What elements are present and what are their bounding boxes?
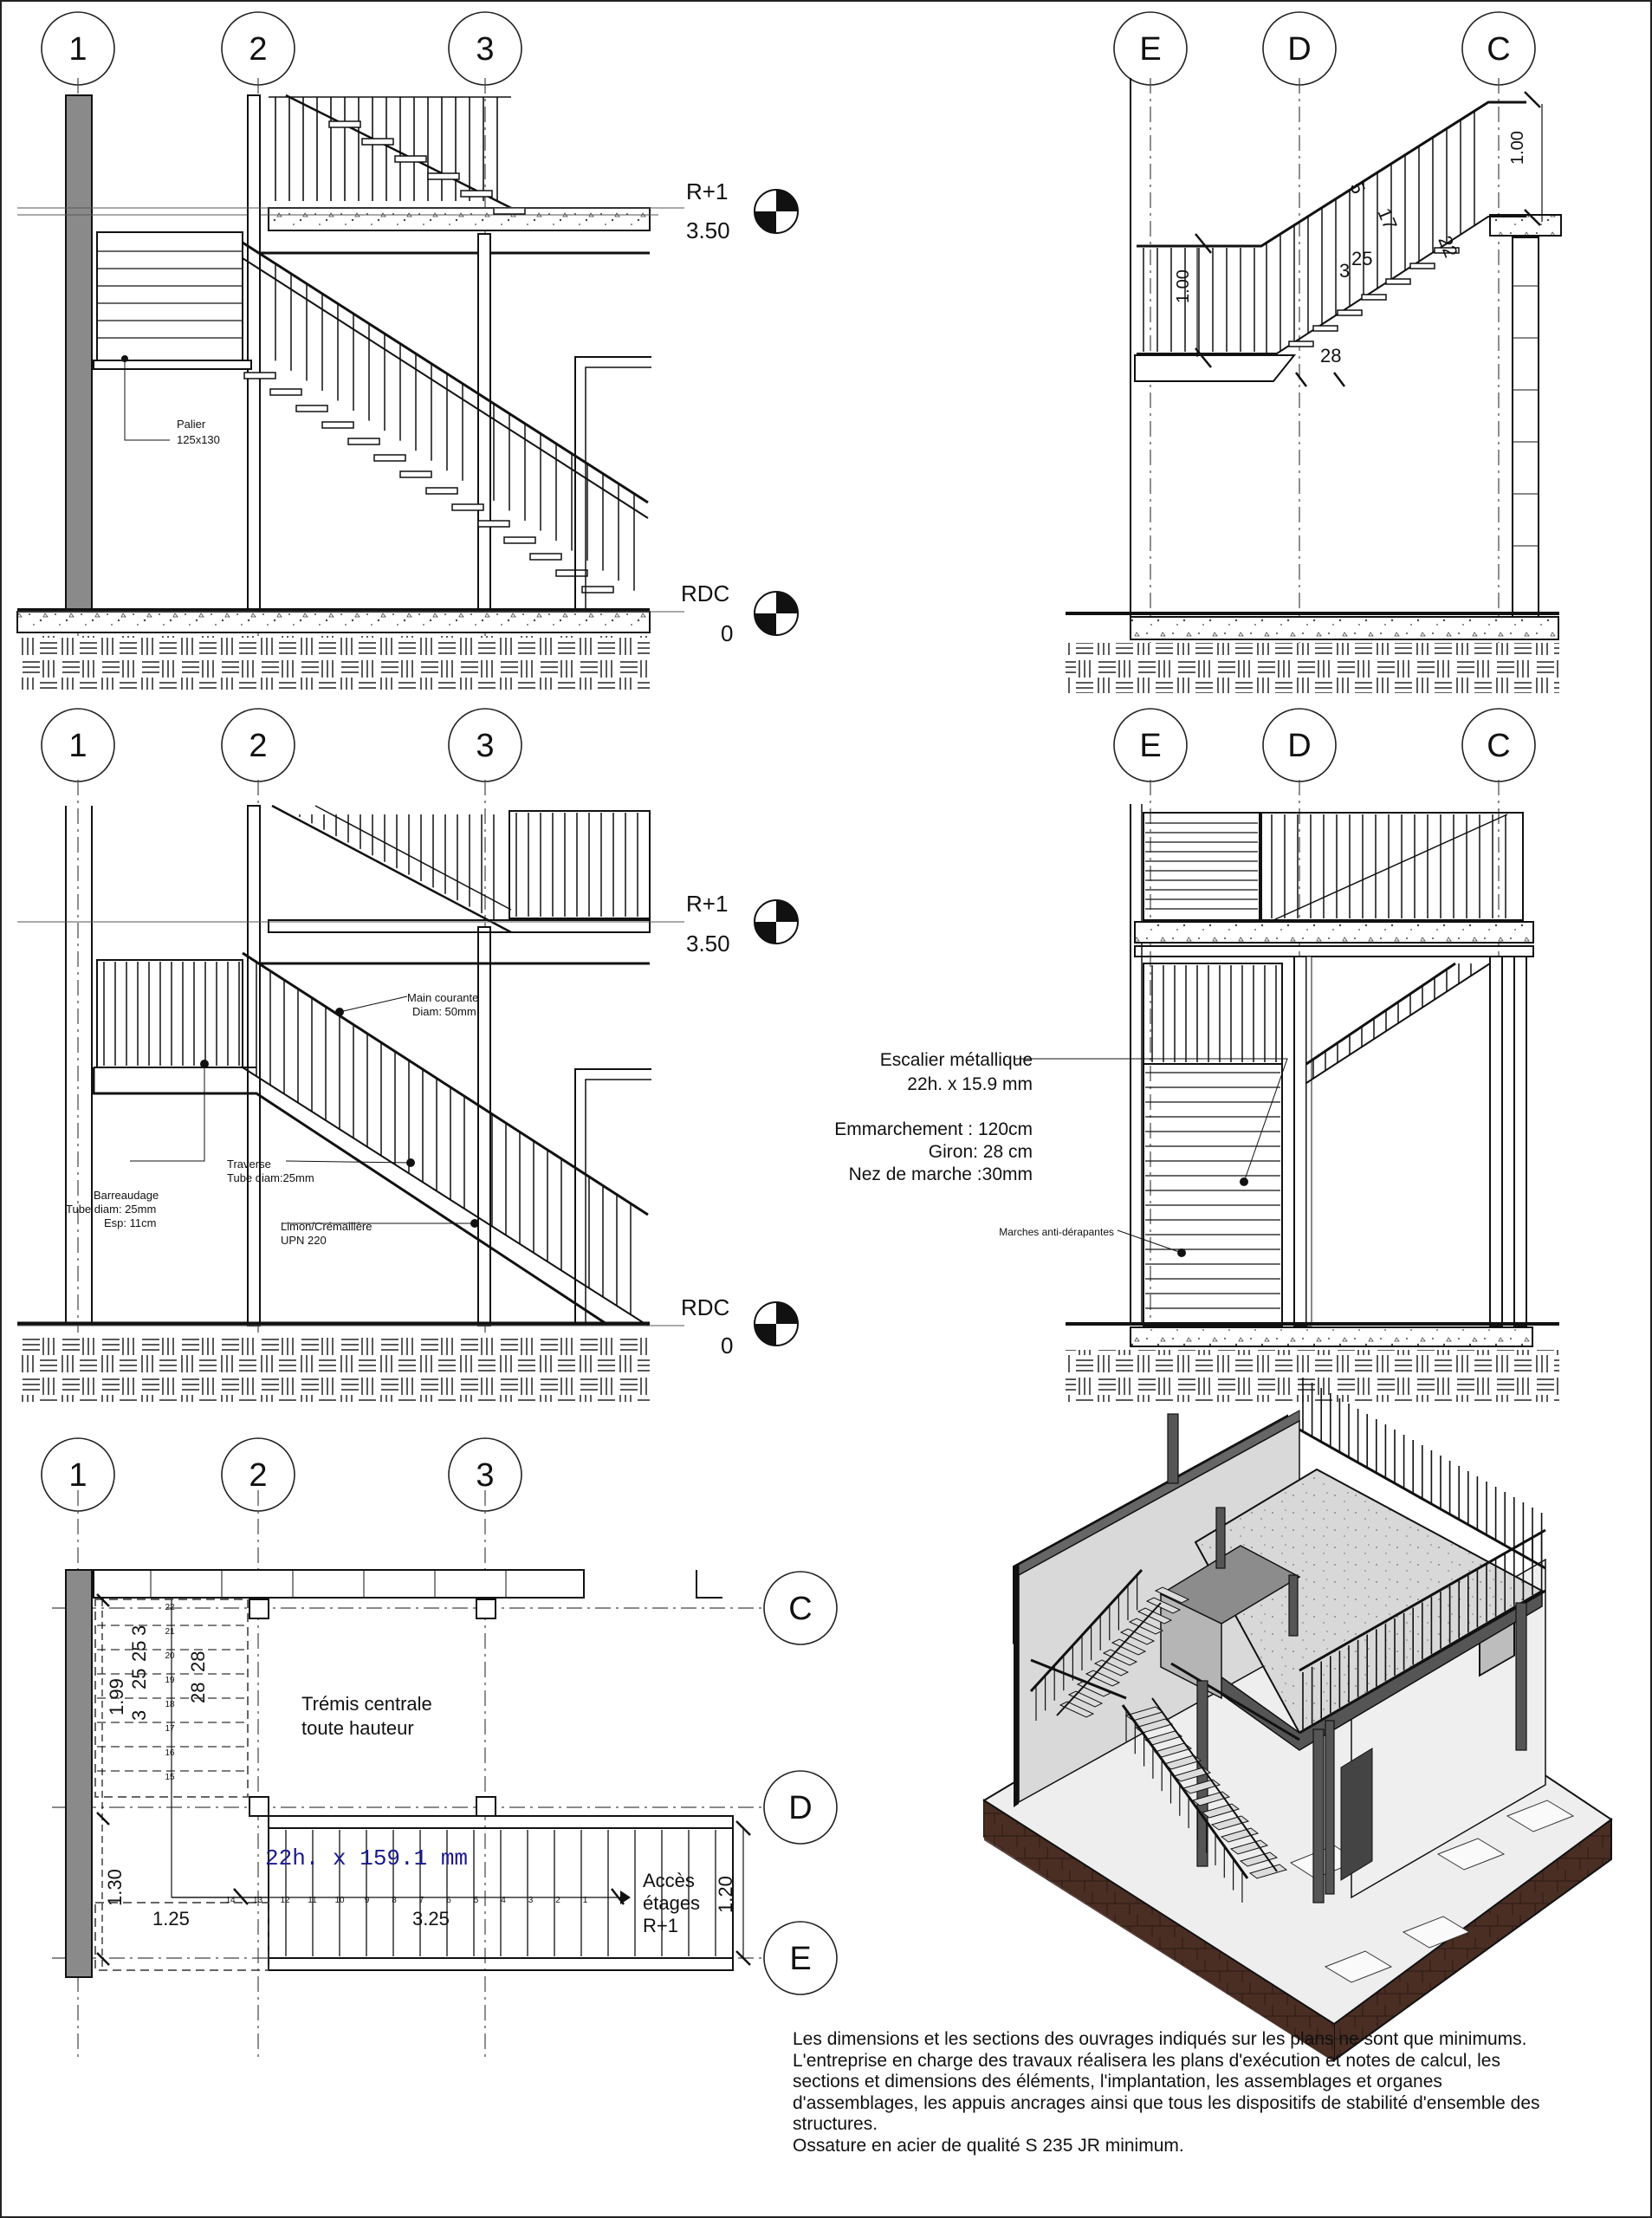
main-courante-diam: Diam: 50mm (412, 1005, 476, 1018)
plan-step-number: 21 (165, 1627, 175, 1637)
plan-step-number: 2 (555, 1896, 560, 1905)
plan-step-number: 5 (473, 1896, 479, 1905)
giron: Giron: 28 cm (928, 1142, 1033, 1162)
elevation-mid-right (1015, 780, 1559, 1402)
svg-text:1: 1 (68, 728, 87, 764)
general-notes (793, 2029, 1624, 2156)
svg-text:2: 2 (249, 31, 268, 68)
barreaudage-esp: Esp: 11cm (104, 1216, 157, 1229)
dim-5: 5 (1345, 178, 1370, 198)
plan-step-number: 13 (252, 1896, 263, 1905)
tremie-line2: toute hauteur (301, 1717, 414, 1739)
plan-step-number: 9 (364, 1896, 370, 1905)
grid-bubble-1 (42, 12, 114, 85)
plan-step-number: 17 (165, 1724, 175, 1734)
plan-step-number: 11 (308, 1896, 317, 1905)
marches-label: Marches anti-dérapantes (999, 1226, 1114, 1238)
svg-text:2: 2 (249, 728, 268, 764)
grid-bubble-C (1462, 12, 1535, 85)
grid-bubble-3 (449, 709, 522, 781)
dim-3: 3 (1339, 260, 1351, 282)
dim-17: 17 (1373, 204, 1402, 233)
level-r1-value-mid: 3.50 (686, 931, 730, 957)
plan-step-number: 18 (165, 1700, 175, 1709)
dim-28a: 28 (187, 1651, 209, 1672)
svg-text:E: E (789, 1941, 812, 1977)
note-line: L'entreprise en charge des travaux réalisera les plans d'exécution et notes de calcul, les (793, 2050, 1500, 2071)
svg-text:C: C (788, 1591, 813, 1627)
plan-step-number: 8 (392, 1896, 397, 1905)
grid-bubble-E (764, 1922, 837, 1994)
dim-25: 25 (1351, 248, 1373, 269)
svg-text:C: C (1487, 31, 1511, 68)
traverse-label: Traverse (227, 1158, 271, 1171)
plan-step-number: 3 (528, 1896, 534, 1905)
level-r1-value-top: 3.50 (686, 217, 730, 243)
grid-bubble-3 (449, 12, 522, 85)
grid-bubble-D (1263, 12, 1336, 85)
note-line: sections et dimensions des éléments, l'implantation, les assemblages et organes (793, 2072, 1442, 2092)
svg-text:D: D (1287, 31, 1312, 68)
level-rdc-name-top: RDC (681, 580, 730, 606)
plan-step-number: 1 (582, 1896, 588, 1905)
grid-bubble-C (1462, 709, 1535, 781)
plan-vertical-step-numbers (165, 1603, 175, 1782)
plan-stair-annotation: 22h. x 159.1 mm (265, 1845, 469, 1871)
plan-step-number: 22 (165, 1603, 175, 1612)
dim-125: 1.25 (152, 1908, 190, 1929)
stair-risers: 22h. x 15.9 mm (907, 1074, 1033, 1094)
svg-text:1: 1 (68, 1457, 87, 1494)
svg-text:D: D (788, 1790, 813, 1826)
limon-upn: UPN 220 (281, 1234, 327, 1247)
tremie-line1: Trémis centrale (301, 1693, 432, 1715)
rail-height-left: 1.00 (1174, 269, 1193, 303)
svg-text:D: D (1287, 728, 1312, 764)
grid-bubble-2 (222, 709, 295, 781)
plan-step-number: 10 (334, 1896, 345, 1905)
traverse-tube: Tube diam:25mm (227, 1171, 314, 1184)
barreaudage-label: Barreaudage (94, 1189, 159, 1202)
dim-28b: 28 (187, 1682, 209, 1703)
acces-line3: R+1 (643, 1915, 678, 1936)
acces-line1: Accès (643, 1870, 695, 1891)
dim-25b: 25 (128, 1668, 150, 1689)
elevation-top-right (1066, 78, 1561, 693)
level-rdc-value-top: 0 (721, 620, 734, 646)
note-line: Ossature en acier de qualité S 235 JR minimum. (793, 2135, 1184, 2156)
dim-130: 1.30 (104, 1869, 126, 1906)
plan-view (52, 1490, 762, 2062)
dim-120: 1.20 (715, 1876, 736, 1913)
note-line: structures. (793, 2114, 878, 2134)
elevation-top-left (17, 78, 658, 690)
svg-text:E: E (1139, 31, 1162, 68)
plan-step-number: 20 (165, 1651, 175, 1661)
svg-text:3: 3 (476, 31, 495, 68)
note-line: d'assemblages, les appuis ancrages ainsi que tous les dispositifs de stabilité d'ensemble des (793, 2092, 1540, 2113)
dim-325: 3.25 (412, 1908, 450, 1929)
limon-label: Limon/Crémaillère (281, 1220, 373, 1233)
plan-step-number: 14 (225, 1896, 236, 1905)
svg-text:2: 2 (249, 1457, 268, 1494)
grid-bubble-2 (222, 12, 295, 85)
level-marker-upper-mid (17, 900, 798, 944)
dim-199: 1.99 (106, 1678, 127, 1715)
svg-text:1: 1 (68, 31, 87, 68)
grid-bubble-D (764, 1771, 837, 1844)
plan-step-number: 12 (280, 1896, 290, 1905)
palier-dims: 125x130 (177, 433, 220, 446)
plan-step-number: 6 (446, 1896, 451, 1905)
plan-step-number: 16 (165, 1748, 175, 1758)
level-rdc-value-mid: 0 (721, 1333, 734, 1359)
elevation-mid-left (17, 780, 651, 1402)
grid-bubble-E (1114, 709, 1187, 781)
stair-title: Escalier métallique (879, 1050, 1033, 1070)
level-rdc-name-mid: RDC (681, 1294, 730, 1320)
dim-22: 22 (1434, 232, 1462, 261)
dim-3b: 3 (128, 1709, 150, 1721)
palier-label: Palier (177, 418, 206, 431)
dim-25a: 25 (128, 1640, 150, 1662)
plan-step-number: 7 (418, 1896, 424, 1905)
emmarchement: Emmarchement : 120cm (834, 1119, 1033, 1139)
isometric-view (984, 1378, 1611, 2062)
grid-bubble-E (1114, 12, 1187, 85)
note-line: Les dimensions et les sections des ouvrages indiqués sur les plans ne sont que minimums. (793, 2029, 1527, 2049)
acces-line2: étages (643, 1892, 701, 1914)
rail-height-right: 1.00 (1508, 131, 1527, 165)
level-r1-name-top: R+1 (686, 178, 729, 204)
dim-3a: 3 (128, 1625, 150, 1636)
grid-bubble-C (764, 1572, 837, 1644)
svg-text:C: C (1487, 728, 1511, 764)
plan-step-number: 4 (501, 1896, 506, 1905)
main-courante-label: Main courante (407, 991, 479, 1004)
plan-step-number: 19 (165, 1676, 175, 1685)
level-r1-name-mid: R+1 (686, 891, 729, 917)
svg-text:3: 3 (476, 728, 495, 764)
grid-bubble-1 (42, 709, 114, 781)
svg-text:3: 3 (476, 1457, 495, 1494)
nez-de-marche: Nez de marche :30mm (848, 1164, 1033, 1184)
dim-28: 28 (1320, 345, 1342, 366)
barreaudage-tube: Tube diam: 25mm (66, 1203, 157, 1216)
grid-bubble-D (1263, 709, 1336, 781)
svg-text:E: E (1139, 728, 1162, 764)
plan-step-number: 15 (165, 1773, 175, 1782)
